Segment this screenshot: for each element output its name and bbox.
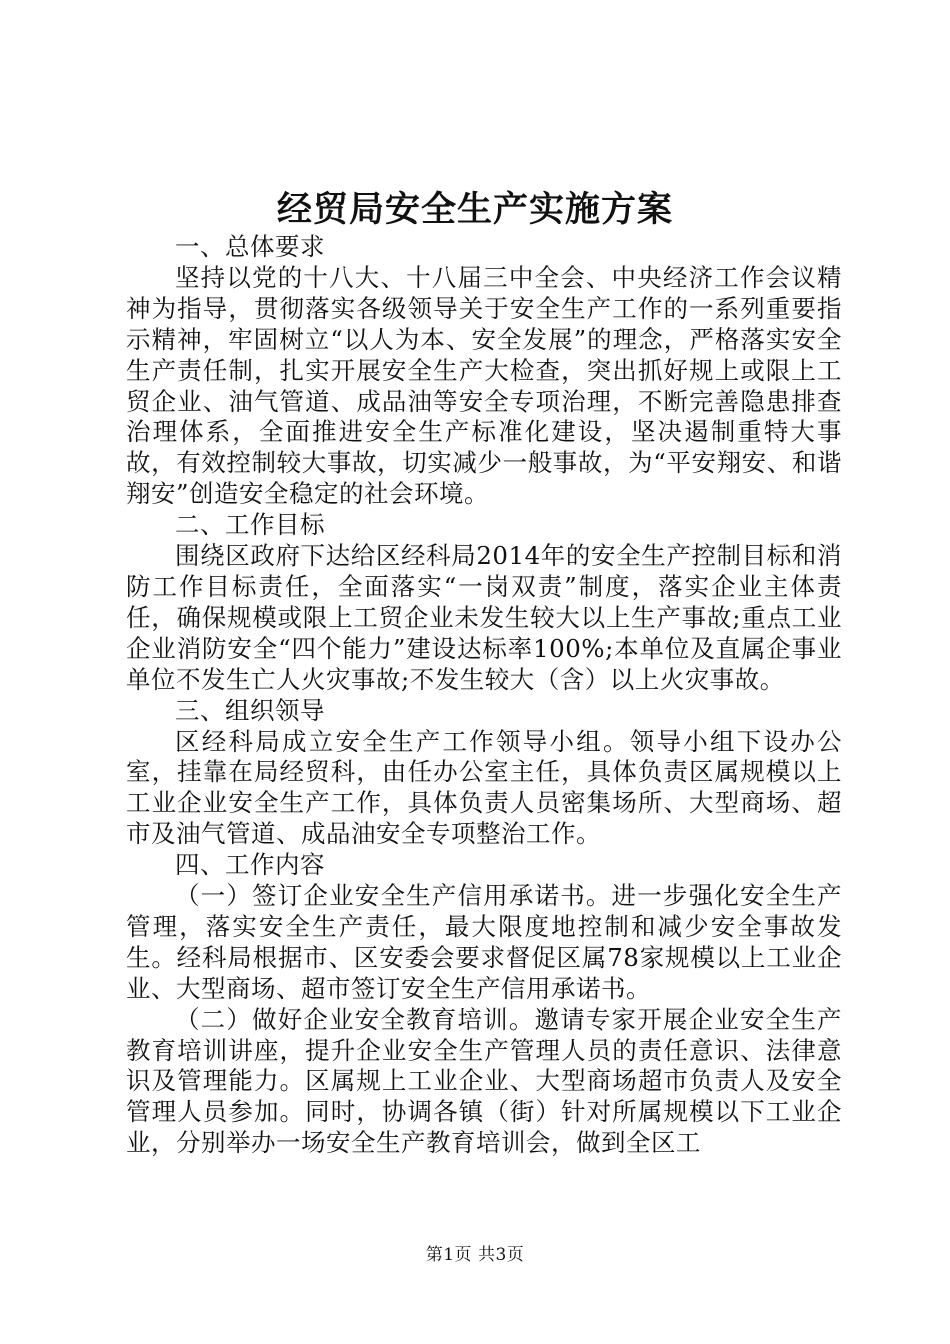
section-heading-work-goals: 二、工作目标: [175, 510, 325, 540]
section-heading-organization: 三、组织领导: [175, 695, 325, 725]
document-body: [126, 232, 842, 1159]
section-heading-overall-requirements: 一、总体要求: [175, 232, 325, 261]
document-title: 经贸局安全生产实施方案: [276, 189, 673, 230]
paragraph-work-content-1: （一）签订企业安全生产信用承诺书。进一步强化安全生产管理，落实安全生产责任，最大限度地控制和减少安全事故发生。经科局根据市、区安委会要求督促区属78家规模以上工业企业、大型商场、超市签订安全生产信用承诺书。: [126, 881, 842, 1003]
paragraph-work-content-2: （二）做好企业安全教育培训。邀请专家开展企业安全生产教育培训讲座，提升企业安全生产管理人员的责任意识、法律意识及管理能力。区属规上工业企业、大型商场超市负责人及安全管理人员参加。同时，协调各镇（街）针对所属规模以下工业企业，分别举办一场安全生产教育培训会，做到全区工: [126, 1004, 842, 1158]
page-number-footer: 第1页 共3页: [425, 1245, 525, 1265]
paragraph-overall-requirements: 坚持以党的十八大、十八届三中全会、中央经济工作会议精神为指导，贯彻落实各级领导关于安全生产工作的一系列重要指示精神，牢固树立“以人为本、安全发展”的理念，严格落实安全生产责任制，扎实开展安全生产大检查，突出抓好规上或限上工贸企业、油气管道、成品油等安全专项治理，不断完善隐患排查治理体系，全面推进安全生产标准化建设，坚决遏制重特大事故，有效控制较大事故，切实减少一般事故，为“平安翔安、和谐翔安”创造安全稳定的社会环境。: [126, 262, 842, 509]
paragraph-organization: 区经科局成立安全生产工作领导小组。领导小组下设办公室，挂靠在局经贸科，由任办公室主任，具体负责区属规模以上工业企业安全生产工作，具体负责人员密集场所、大型商场、超市及油气管道、成品油安全专项整治工作。: [126, 726, 842, 849]
paragraph-work-goals: 围绕区政府下达给区经科局2014年的安全生产控制目标和消防工作目标责任，全面落实“一岗双责”制度，落实企业主体责任，确保规模或限上工贸企业未发生较大以上生产事故;重点工业企业消防安全“四个能力”建设达标率100%;本单位及直属企事业单位不发生亡人火灾事故;不发生较大（含）以上火灾事故。: [126, 541, 842, 694]
section-heading-work-content: 四、工作内容: [175, 850, 325, 880]
